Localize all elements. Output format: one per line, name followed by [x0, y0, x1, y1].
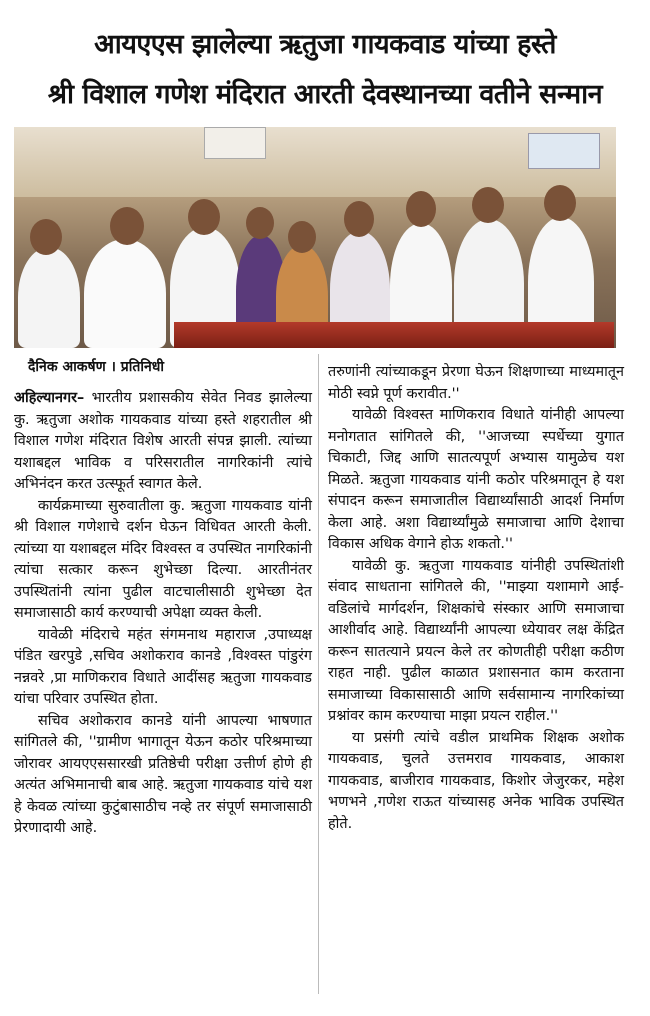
byline: दैनिक आकर्षण । प्रतिनिधी — [28, 359, 164, 375]
dateline: अहिल्यानगर– — [14, 390, 85, 406]
photo-person-head — [472, 187, 504, 223]
article-paragraph: तरुणांनी त्यांच्याकडून प्रेरणा घेऊन शिक्षणाच्या माध्यमातून मोठी स्वप्ने पूर्ण करावीत.'' — [328, 364, 624, 402]
headline-line-1: आयएएस झालेल्या ऋतुजा गायकवाड यांच्या हस्ते — [94, 29, 556, 60]
photo-person-head — [544, 185, 576, 221]
photo-person — [18, 247, 80, 348]
photo-wall-panel — [204, 127, 266, 159]
photo-person-head — [110, 207, 144, 245]
photo-person-head — [30, 219, 62, 255]
photo-person-head — [288, 221, 316, 253]
column-divider — [318, 354, 319, 994]
article-paragraph: यावेळी विश्वस्त माणिकराव विधाते यांनीही आपल्या मनोगतात सांगितले की, ''आजच्या स्पर्धेच्या युगात चिकाटी, जिद्द आणि सातत्यपूर्ण अभ्यास यामुळेच यश मिळते. ऋतुजा गायकवाड यांनी कठोर परिश्रमातून हे यश संपादन करून समाजातील विद्यार्थ्यांसाठी आदर्श निर्माण केला आहे. अशा विद्यार्थ्यांमुळे समाजाचा आणि देशाचा विकास अधिक वेगाने होऊ शकतो.'' — [328, 407, 624, 552]
headline-line-2: श्री विशाल गणेश मंदिरात आरती देवस्थानच्या वतीने सन्मान — [47, 79, 603, 110]
article-paragraph: कार्यक्रमाच्या सुरुवातीला कु. ऋतुजा गायकवाड यांनी श्री विशाल गणेशाचे दर्शन घेऊन विधिवत आरती केली. त्यांच्या या यशाबद्दल मंदिर विश्वस्त व उपस्थित नागरिकांनी त्यांचा सत्कार करून शुभेच्छा दिल्या. आरतीनंतर उपस्थितांनी त्यांना पुढील वाटचालीसाठी शुभेच्छा देत समाजासाठी कार्य करण्याची अपेक्षा व्यक्त केली. — [14, 497, 312, 621]
headline — [0, 20, 650, 120]
article-column-left — [14, 388, 312, 840]
article-paragraph: यावेळी कु. ऋतुजा गायकवाड यांनीही उपस्थितांशी संवाद साधताना सांगितले की, ''माझ्या यशामागे आई-वडिलांचे मार्गदर्शन, शिक्षकांचे संस्कार आणि समाजाचा आशीर्वाद आहे. विद्यार्थ्यांनी आपल्या ध्येयावर लक्ष केंद्रित करून सातत्याने प्रयत्न केले तर कोणतीही परीक्षा कठीण राहत नाही. पुढील काळात प्रशासनात काम करताना समाजाच्या विकासासाठी आणि सर्वसामान्य नागरिकांच्या प्रश्नांवर काम करण्याचा माझा प्रयत्न राहील.'' — [328, 557, 624, 724]
photo-person-head — [344, 201, 374, 237]
article-paragraph — [14, 388, 312, 496]
photo-wall-sign — [528, 133, 600, 169]
photo-person-head — [188, 199, 220, 235]
photo-person — [84, 239, 166, 348]
article-paragraph: सचिव अशोकराव कानडे यांनी आपल्या भाषणात सांगितले की, ''ग्रामीण भागातून येऊन कठोर परिश्रमाच्या जोरावर आयएएससारखी प्रतिष्ठेची परीक्षा उत्तीर्ण होणे ही अत्यंत अभिमानाची बाब आहे. ऋतुजा गायकवाड यांचे यश हे केवळ त्यांच्या कुटुंबासाठीच नव्हे तर संपूर्ण समाजासाठी प्रेरणादायी आहे. — [14, 712, 312, 836]
article-text: भारतीय प्रशासकीय सेवेत निवड झालेल्या कु. ऋतुजा अशोक गायकवाड यांच्या हस्ते शहरातील श्री विशाल गणेश मंदिरात विशेष आरती संपन्न झाली. त्यांच्या यशाबद्दल भाविक व परिसरातील नागरिकांनी त्यांचे अभिनंदन करत उत्स्फूर्त स्वागत केले. — [14, 390, 312, 492]
photo-altar-table — [174, 322, 614, 348]
article-column-right — [328, 362, 624, 835]
photo-person-head — [406, 191, 436, 227]
article-paragraph: यावेळी मंदिराचे महंत संगमनाथ महाराज ,उपाध्यक्ष पंडित खरपुडे ,सचिव अशोकराव कानडे ,विश्वस्त पांडुरंग नन्नवरे ,प्रा माणिकराव विधाते आदींसह ऋतुजा गायकवाड यांचा परिवार उपस्थित होता. — [14, 626, 312, 707]
news-photo — [14, 127, 616, 348]
photo-person-head — [246, 207, 274, 239]
photo-background-wall — [14, 127, 616, 197]
article-paragraph: या प्रसंगी त्यांचे वडील प्राथमिक शिक्षक अशोक गायकवाड, चुलते उत्तमराव गायकवाड, आकाश गायकवाड, बाजीराव गायकवाड, किशोर जेजुरकर, महेश भणभने ,गणेश राऊत यांच्यासह अनेक भाविक उपस्थित होते. — [328, 729, 624, 832]
